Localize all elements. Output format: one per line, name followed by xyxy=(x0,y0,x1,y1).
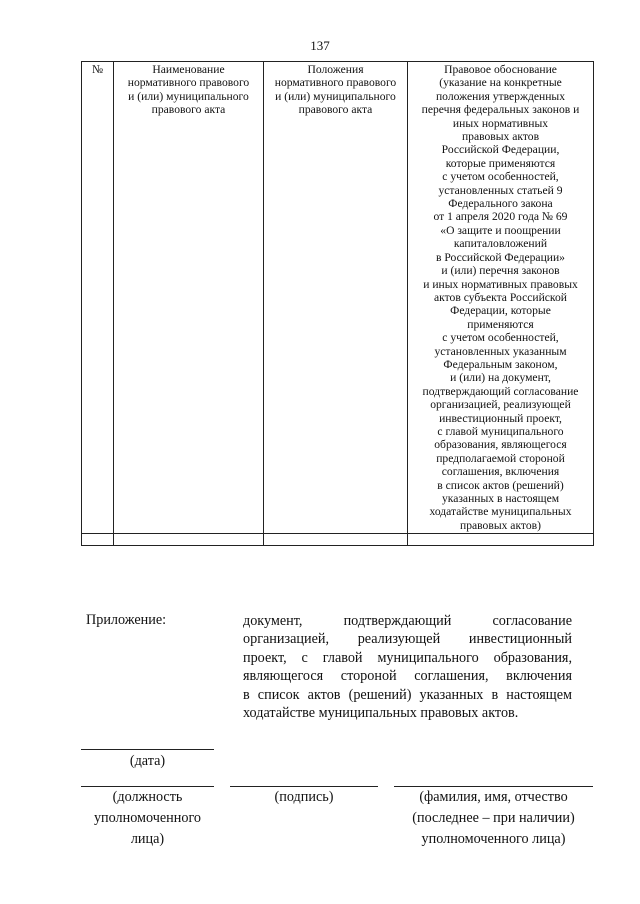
acts-table xyxy=(81,61,594,546)
header-line: (указание на конкретные xyxy=(439,76,562,90)
appendix-line: ходатайстве муниципальных правовых актов. xyxy=(243,705,519,722)
header-line: Российской Федерации, xyxy=(441,143,560,157)
header-line: и иных нормативных правовых xyxy=(423,277,578,291)
table-cell xyxy=(114,534,264,546)
appendix-text xyxy=(243,612,572,722)
header-line: которые применяются xyxy=(445,156,556,170)
header-number: № xyxy=(82,62,114,534)
header-line: правовых актов xyxy=(461,130,540,144)
caption-line: (должность xyxy=(112,789,183,805)
header-line: капиталовложений xyxy=(453,237,548,251)
header-line: и (или) перечня законов xyxy=(441,264,560,278)
header-line: Наименование xyxy=(152,63,225,76)
appendix-line: являющегося стороной соглашения, включения xyxy=(243,668,572,685)
header-line: предполагаемой стороной xyxy=(436,451,565,465)
header-line: в Российской Федерации» xyxy=(436,250,565,264)
position-caption xyxy=(71,787,224,850)
caption-line: уполномоченного xyxy=(93,810,202,826)
appendix-label: Приложение: xyxy=(86,612,167,628)
header-line: Федерации, которые xyxy=(450,304,551,318)
header-line: Федерального закона xyxy=(448,197,553,211)
header-line: иных нормативных xyxy=(452,116,549,130)
header-legal-basis xyxy=(408,62,594,534)
signature-caption: (подпись) xyxy=(274,789,334,805)
header-line: с главой муниципального xyxy=(437,424,564,438)
date-line xyxy=(81,749,214,750)
header-line: правового акта xyxy=(151,103,226,117)
header-line: «О защите и поощрении xyxy=(440,223,561,237)
caption-line: уполномоченного лица) xyxy=(421,831,566,847)
header-line: нормативного правового xyxy=(127,76,250,90)
page-number: 137 xyxy=(310,38,330,53)
header-act-provisions xyxy=(264,62,408,534)
table-cell xyxy=(82,534,114,546)
header-line: подтверждающий согласование xyxy=(422,384,579,398)
header-line: образования, являющегося xyxy=(434,438,567,452)
header-line: правового акта xyxy=(298,103,373,117)
table-cell xyxy=(408,534,594,546)
date-caption: (дата) xyxy=(129,753,166,769)
header-line: актов субъекта Российской xyxy=(434,290,567,304)
header-line: Правовое обоснование xyxy=(444,63,557,76)
table-header-row xyxy=(82,62,594,534)
header-line: и (или) на документ, xyxy=(450,371,551,385)
header-line: положения утвержденных xyxy=(435,89,566,103)
header-line: нормативного правового xyxy=(274,76,397,90)
appendix-line: документ, подтверждающий согласование xyxy=(243,613,572,629)
caption-line: (фамилия, имя, отчество xyxy=(419,789,568,805)
appendix-line: в список актов (решений) указанных в настоящем xyxy=(243,686,572,703)
table-cell xyxy=(264,534,408,546)
header-line: и (или) муниципального xyxy=(128,89,249,103)
header-line: правовых актов) xyxy=(460,518,541,532)
header-line: Положения xyxy=(307,63,364,76)
header-line: с учетом особенностей, xyxy=(442,170,559,184)
header-line: от 1 апреля 2020 года № 69 xyxy=(433,210,568,224)
header-line: Федеральным законом, xyxy=(443,357,558,371)
header-line: перечня федеральных законов и xyxy=(421,103,580,117)
header-line: соглашения, включения xyxy=(441,465,560,479)
header-line: ходатайстве муниципальных xyxy=(429,505,572,519)
header-line: указанных в настоящем xyxy=(441,492,560,505)
header-line: с учетом особенностей, xyxy=(442,331,559,345)
header-line: установленных статьей 9 xyxy=(438,183,563,197)
caption-line: лица) xyxy=(130,831,165,847)
caption-line: (последнее – при наличии) xyxy=(412,810,575,826)
table-row xyxy=(82,534,594,546)
header-line: применяются xyxy=(467,317,534,331)
header-line: организацией, реализующей xyxy=(430,398,571,412)
header-line: и (или) муниципального xyxy=(275,89,396,103)
header-act-name xyxy=(114,62,264,534)
header-line: инвестиционный проект, xyxy=(439,411,562,425)
appendix-line: организацией, реализующей инвестиционный xyxy=(243,631,572,648)
fullname-caption xyxy=(390,787,597,850)
appendix-line: проект, с главой муниципального образования, xyxy=(243,649,572,666)
header-line: в список актов (решений) xyxy=(437,478,564,492)
header-line: установленных указанным xyxy=(434,344,567,358)
